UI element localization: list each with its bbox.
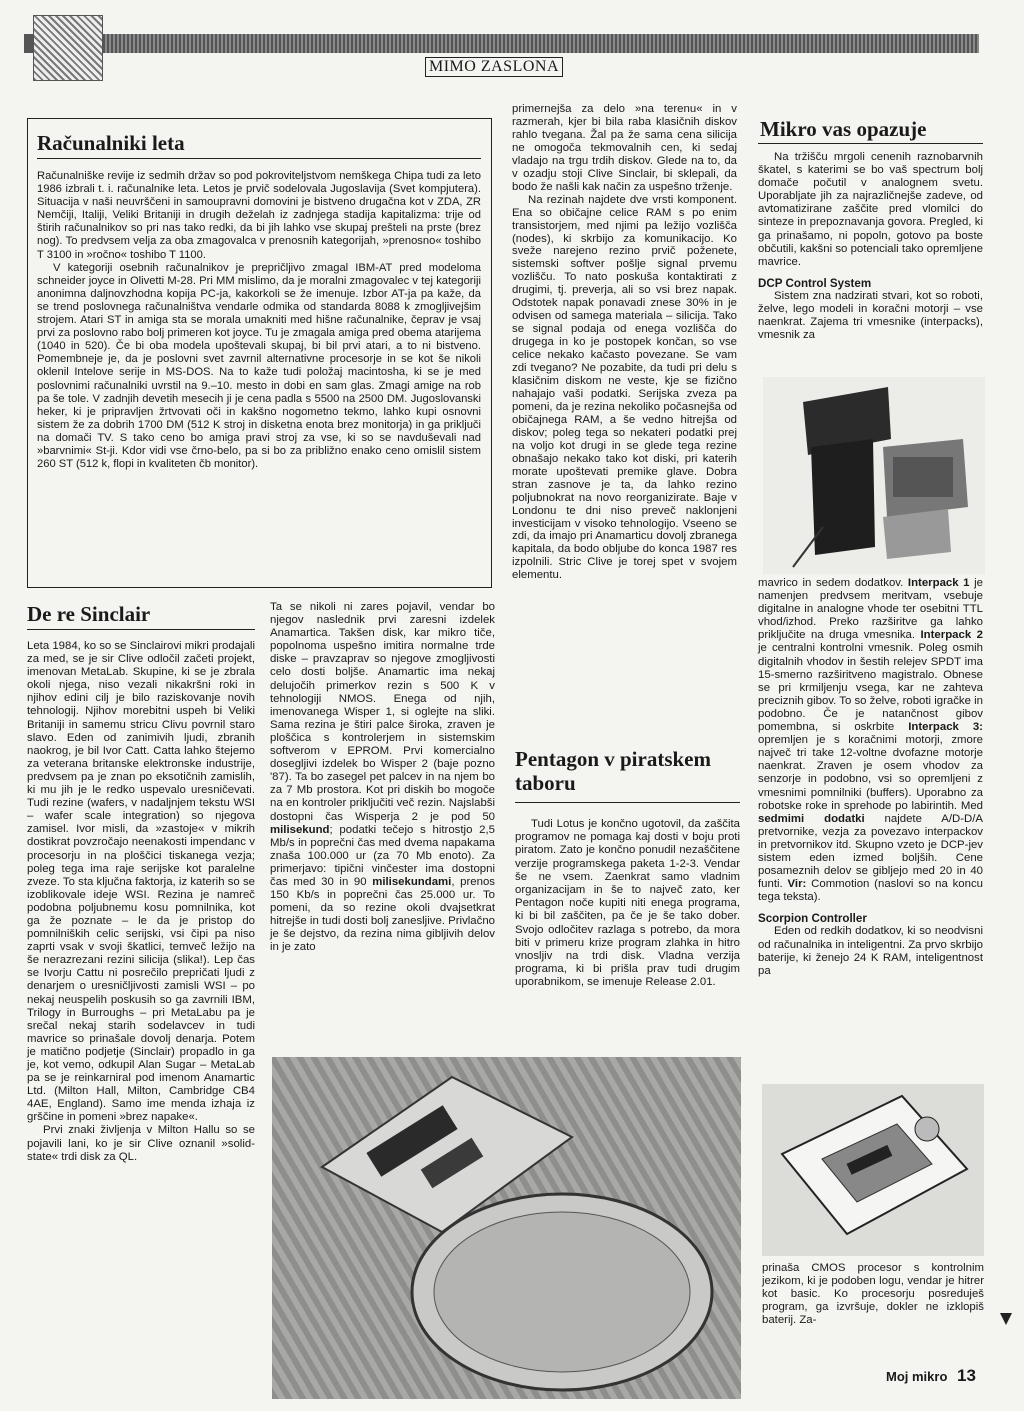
article-sinclair-paragraph: primernejša za delo »na terenu« in v razmerah, kjer bi bila raba klasičnih diskov rahlo tvegana. Žal pa že sama cena silicija ne omogoča tekmovalnih cen, ki sedaj vladajo na trgu trdih diskov. Glede na to, da v ozadju stoji Clive Sinclair, bi sklepali, da bodo že našli kak način za uspešno trženje. [512,103,737,193]
article-mikro-paragraph: mavrico in sedem dodatkov. Interpack 1 je namenjen predvsem meritvam, vsebuje digitalne in analogne vhode ter osebitni TTL vhod/izhod. Preko razširitve ga lahko priključite na druga vmesnika. Interpack 2 je centralni kontrolni vmesnik. Poleg osmih digitalnih vhodov in šestih relejev SPDT ima 15-smerno razširitveno magistralo. Obnese se pri krmiljenju vsega, kar ne zahteva preciznih gibov. To so želve, roboti igračke in podobno. Če je natančnost gibov pomembna, si oskrbite Interpack 3: opremljen je s koračnimi motorji, zmore največ tri take 12-voltne dvofazne motorje naenkrat. Zraven je osem vhodov za senzorje in podobno, vsi so opremljeni z vmesnimi pomnilniki (buffers). Uporabno za robotske roke in sprehode po labirintih. Med sedmimi dodatki najdete A/D-D/A pretvornike, vezja za povezavo interpackov in pretvornikov itd. Skupno vzeto je DCP-jev sistem eden izmed boljših. Cene posameznih delov se gibljejo med 20 in 40 funti. Vir: Commotion (naslovi so na koncu tega teksta). [758,577,983,904]
wafer-photo [272,1057,741,1399]
article-racunalniki-body [37,170,481,471]
footer-magazine: Moj mikro [886,1369,948,1384]
article-pentagon-paragraph: Tudi Lotus je končno ugotovil, da zaščita programov ne pomaga kaj dosti v boju proti piratom. Zato je končno ponudil nezaščitene verzije programskega paketa 1-2-3. Vendar še ne vsem. Zaenkrat samo vladnim organizacijam in še to največ zato, ker Pentagon noče kupiti niti enega programa, ki bi bil zaščiten, pa če je še tako dober. Svojo odločitev razlaga s potrebo, da mora biti v primeru krize program zlahka in hitro vnosljiv na trdi disk. Vladna verzija programa, ki bi prišla prav tudi drugim uporabnikom, se imenuje Release 2.01. [515,818,740,989]
article-mikro-col-top [758,151,983,342]
article-sinclair-paragraph: Na rezinah najdete dve vrsti komponent. Ena so običajne celice RAM s po enim transistorjem, med njimi pa ležijo vozlišča (nodes), ki skrbijo za komunikacijo. Ko sveže narejeno rezino prvič poženete, sistemski softver pošlje signal prvemu vozlišču. To nato poskuša kontaktirati z drugimi, tj. preverja, ali so vsi brez napak. Odstotek napak ponavadi znese 30% in je odvisen od samega materiala – silicija. Tako se signal podaja od enega vozlišča do drugega in ko je postopek končan, so vse celice nekako kačasto povezane. Se vam zdi tvegano? Ne pozabite, da tudi pri delu s klasičnim diskom ne veste, kje se fizično nahajajo vaši podatki. Serijska zveza pa pomeni, da je rezina nekoliko počasnejša od običajnega RAM, a še vedno hitrejša od diskov; poleg tega so nekateri podatki prej na voljo kot drugi in se glede tega rezine obnašajo nekako tako kot diski, pri katerih morate upoštevati premike glave. Dobra stran zasnove je ta, da lahko rezino poljubnokrat na novo reorganizirate. Baje v Londonu te dni niso preveč naklonjeni investicijam v visoko tehnologijo. Vseeno se zdi, da imajo pri Anamarticu dovolj zbranega kapitala, da bodo obljube do konca 1987 res izpolnili. Stric Clive je torej spet v svojem elementu. [512,193,737,582]
article-pentagon-title: Pentagon v piratskem taboru [515,747,711,795]
article-racunalniki-title: Računalniki leta [37,131,185,155]
header-logo [33,15,103,81]
footer [886,1366,976,1386]
article-mikro-rule [758,143,983,144]
article-mikro-paragraph: Eden od redkih dodatkov, ki so neodvisni od računalnika in inteligentni. Za prvo skrbijo baterije, ki ženejo 24 K RAM, inteligentnost pa [758,925,983,977]
header-left-bar [24,34,33,53]
article-pentagon-rule [515,802,740,803]
header-bar [103,34,979,53]
article-mikro-col-bottom [762,1262,984,1327]
article-mikro-subheading: DCP Control System [758,276,872,290]
article-sinclair-paragraph: Prvi znaki življenja v Milton Hallu so se pojavili lani, ko je sir Clive oznanil »solid-state« trdi disk za QL. [27,1124,255,1163]
dcp-photo-graphic [763,377,985,574]
article-mikro-col-mid [758,577,983,978]
article-sinclair-paragraph: Ta se nikoli ni zares pojavil, vendar bo njegov naslednik prvi zaresni izdelek Anamartica. Takšen disk, kar mikro tiče, popolnoma uspešno imitira normalne trde diske – pravzaprav so njegove zmogljivosti celo dosti boljše. Anamartic ima nekaj delujočih primerkov rezin s 500 K v tehnologiji NMOS. Enega od njih, imenovanega Wisper 1, si oglejte na sliki. Sama rezina je štiri palce široka, zraven je ploščica s kontrolerjem in sistemskim softverom v EPROM. Prvi komercialno dosegljivi izdelek bo Wisper 2 (baje pozno '87). Ta bo zasegel pet palcev in na njem bo za 7 Mb prostora. Kot pri diskih bo mogoče na en kontroler priključiti več rezin. Najslabši dostopni čas Wisperja 2 je pod 50 milisekund; podatki tečejo s hitrostjo 2,5 Mb/s in poprečni čas med dvema napakama znaša 100.000 ur (za 70 Mb enoto). Za primerjavo: tipični vinčester ima dostopni čas med 30 in 90 milisekundami, prenos 150 Kb/s in poprečni čas 25.000 ur. To pomeni, da so rezine okoli dvajsetkrat hitrejše in tudi dosti bolj zanesljive. Privlačno je še dejstvo, da rezina nima gibljivih delov in je zato [270,601,495,954]
article-sinclair-rule [27,629,255,630]
dcp-photo [763,377,985,574]
section-title: MIMO ZASLONA [425,57,563,77]
article-mikro-intro: Na tržišču mrgoli cenenih raznobarvnih škatel, s katerimi se bo vaš spectrum bolj domače počutil v analognem svetu. Uporabljate jih za najrazličnejše zadeve, od avtomatizirane zaščite pred vlomilci do sinteze in prepoznavanja govora. Pregled, ki ga prinašamo, ni popoln, gotovo pa boste občutili, kakšni so potenciali tako opremljene mavrice. [758,151,983,268]
article-mikro-paragraph: Sistem zna nadzirati stvari, kot so roboti, želve, lego modeli in koračni motorji – vse naenkrat. Zajema tri vmesnike (interpacks), vmesnik za [758,289,983,342]
article-mikro-subheading: Scorpion Controller [758,912,867,926]
scorpion-photo-graphic [762,1084,984,1256]
article-racunalniki-rule [37,158,481,159]
footer-page-number: 13 [957,1366,976,1385]
article-sinclair-col2 [270,601,495,955]
continue-arrow-icon [1000,1313,1012,1325]
wafer-photo-graphic [272,1057,741,1399]
article-mikro-title: Mikro vas opazuje [760,117,927,141]
article-sinclair-col3 [512,103,737,582]
article-racunalniki-paragraph: V kategoriji osebnih računalnikov je prepričljivo zmagal IBM-AT pred modeloma schneider joyce in Olivetti M-28. Pri MM mislimo, da je moralni zmagovalec v tej kategoriji anonimna daljnovzhodna kopija PC-ja, kakorkoli se že imenuje. Izbor AT-ja pa kaže, da se trend poslovnega računalništva vendarle odmika od standarda 8088 k zmogljivejšim strojem. Atari ST in amiga sta se morala umakniti med hišne računalnike, čeprav je vsaj prvi za poslovno rabo bolj primeren kot joyce. Tu je zmagala amiga pred obema atarijema (1040 in 520). Če bi oba modela upoštevali skupaj, bi bil prvi atari, a to ni bistveno. Pomembneje je, da je poslovni svet zavrnil alternativne procesorje in se kot še nikoli oklenil Intelove serije in MS-DOS. Na to kaže tudi položaj macintosha, ki se je med poslovnimi računalniki uvrstil na 9.–10. mesto in dobi en sam glas. Zmagi amige na rob pa še tole. V zadnjih devetih mesecih ji je cena padla s 5500 na 2500 DM. Jugoslovanski heker, ki je pripravljen žrtvovati oči in kakšno nogometno tekmo, lahko kupi osnovni sistem že za dobrih 1700 DM (512 K stroj in disketna enota brez monitorja) in ga priključi na domači TV. S tako ceno bo amiga pravi stroj za vse, ki so se navduševali nad »barvnimi« St-ji. Kdor vidi vse črno-belo, pa si bo za približno enako ceno omislil sistem 260 ST (512 k, flopi in kvaliteten čb monitor). [37,261,481,471]
article-pentagon-body [515,818,740,990]
article-sinclair-col1 [27,640,255,1164]
article-sinclair-title: De re Sinclair [27,602,151,626]
article-mikro-paragraph: prinaša CMOS procesor s kontrolnim jezikom, ki je podoben logu, vendar je hitrer kot basic. Ko procesorju posreduješ program, ga izvršuje, dokler ne izklopiš baterij. Za- [762,1262,984,1327]
article-sinclair-paragraph: Leta 1984, ko so se Sinclairovi mikri prodajali za med, se je sir Clive odločil začeti projekt, imenovan MetaLab. Skupine, ki se je zbrala okoli njega, niso vezali nikakršni roki in njihov edini cilj je bilo raziskovanje novih tehnologij. Njihov morebitni uspeh bi Veliki Britaniji in samemu stricu Clivu povrnil staro slavo. Eden od zanimivih ljudi, zbranih naokrog, je bil Ivor Catt. Catta lahko štejemo za veterana britanske elektronske industrije, predvsem pa je znan po eksotičnih zamislih, ki mu jih je le redko uspevalo uresničevati. Tudi rezine (wafers, v nadaljnjem tekstu WSI – wafer scale integration) so njegova zamisel. Ivor misli, da »zastoje« v mikrih dostikrat povzročajo neenakosti impendanc v procesorju in na ploščici tiskanega vezja; poleg tega ima raje serijske kot paralelne zveze. To sta ključna faktorja, iz katerih so se izoblikovale ideje WSI. Rezina je namreč podobna poljubnemu kosu pomnilnika, kot ga že poznate – le da je pristop do pomnilniških celic serijski, vsi čipi pa niso zaprti vsak v svoji škatlici, temveč ležijo na še nerazrezani rezini silicija (slika!). Lep čas se Ivorju Cattu ni posrečilo prepričati ljudi z denarjem o uresničljivosti zamisli WSI – po nekaj neuspelih poskusih so ga zavrnili IBM, Trilogy in Burroughs – pri MetaLabu pa je srečal nekaj starih sodelavcev in tudi mavrice so prinašale dovolj denarja. Potem je matično podjetje (Sinclair) propadlo in ga je, kot vemo, odkupil Alan Sugar – MetaLab pa se je reinkarniral pod imenom Anamartic Ltd. (Milton Hall, Milton, Cambridge CB4 4AE, England). Samo ime menda izhaja iz grščine in pomeni »brez napake«. [27,640,255,1124]
article-racunalniki-paragraph: Računalniške revije iz sedmih držav so pod pokroviteljstvom nemškega Chipa tudi za leto 1986 izbrali t. i. računalnike leta. Letos je prvič sodelovala Jugoslavija (Svet kompjutera). Situacija v naši neuvrščeni in samoupravni domovini je bistveno drugačna kot v ZDA, ZR Nemčiji, Italiji, Veliki Britaniji in drugih deželah iz zadnjega stadija kapitalizma: trije od štirih računalnikov so pri nas tako redki, da bi jih lahko vse skupaj prešteli na prste (brez nog). To predvsem velja za oba zmagovalca v prenosnih kategorijah, »prenosno« toshibo T 3100 in »ročno« toshibo T 1100. [37,170,481,261]
scorpion-photo [762,1084,984,1256]
